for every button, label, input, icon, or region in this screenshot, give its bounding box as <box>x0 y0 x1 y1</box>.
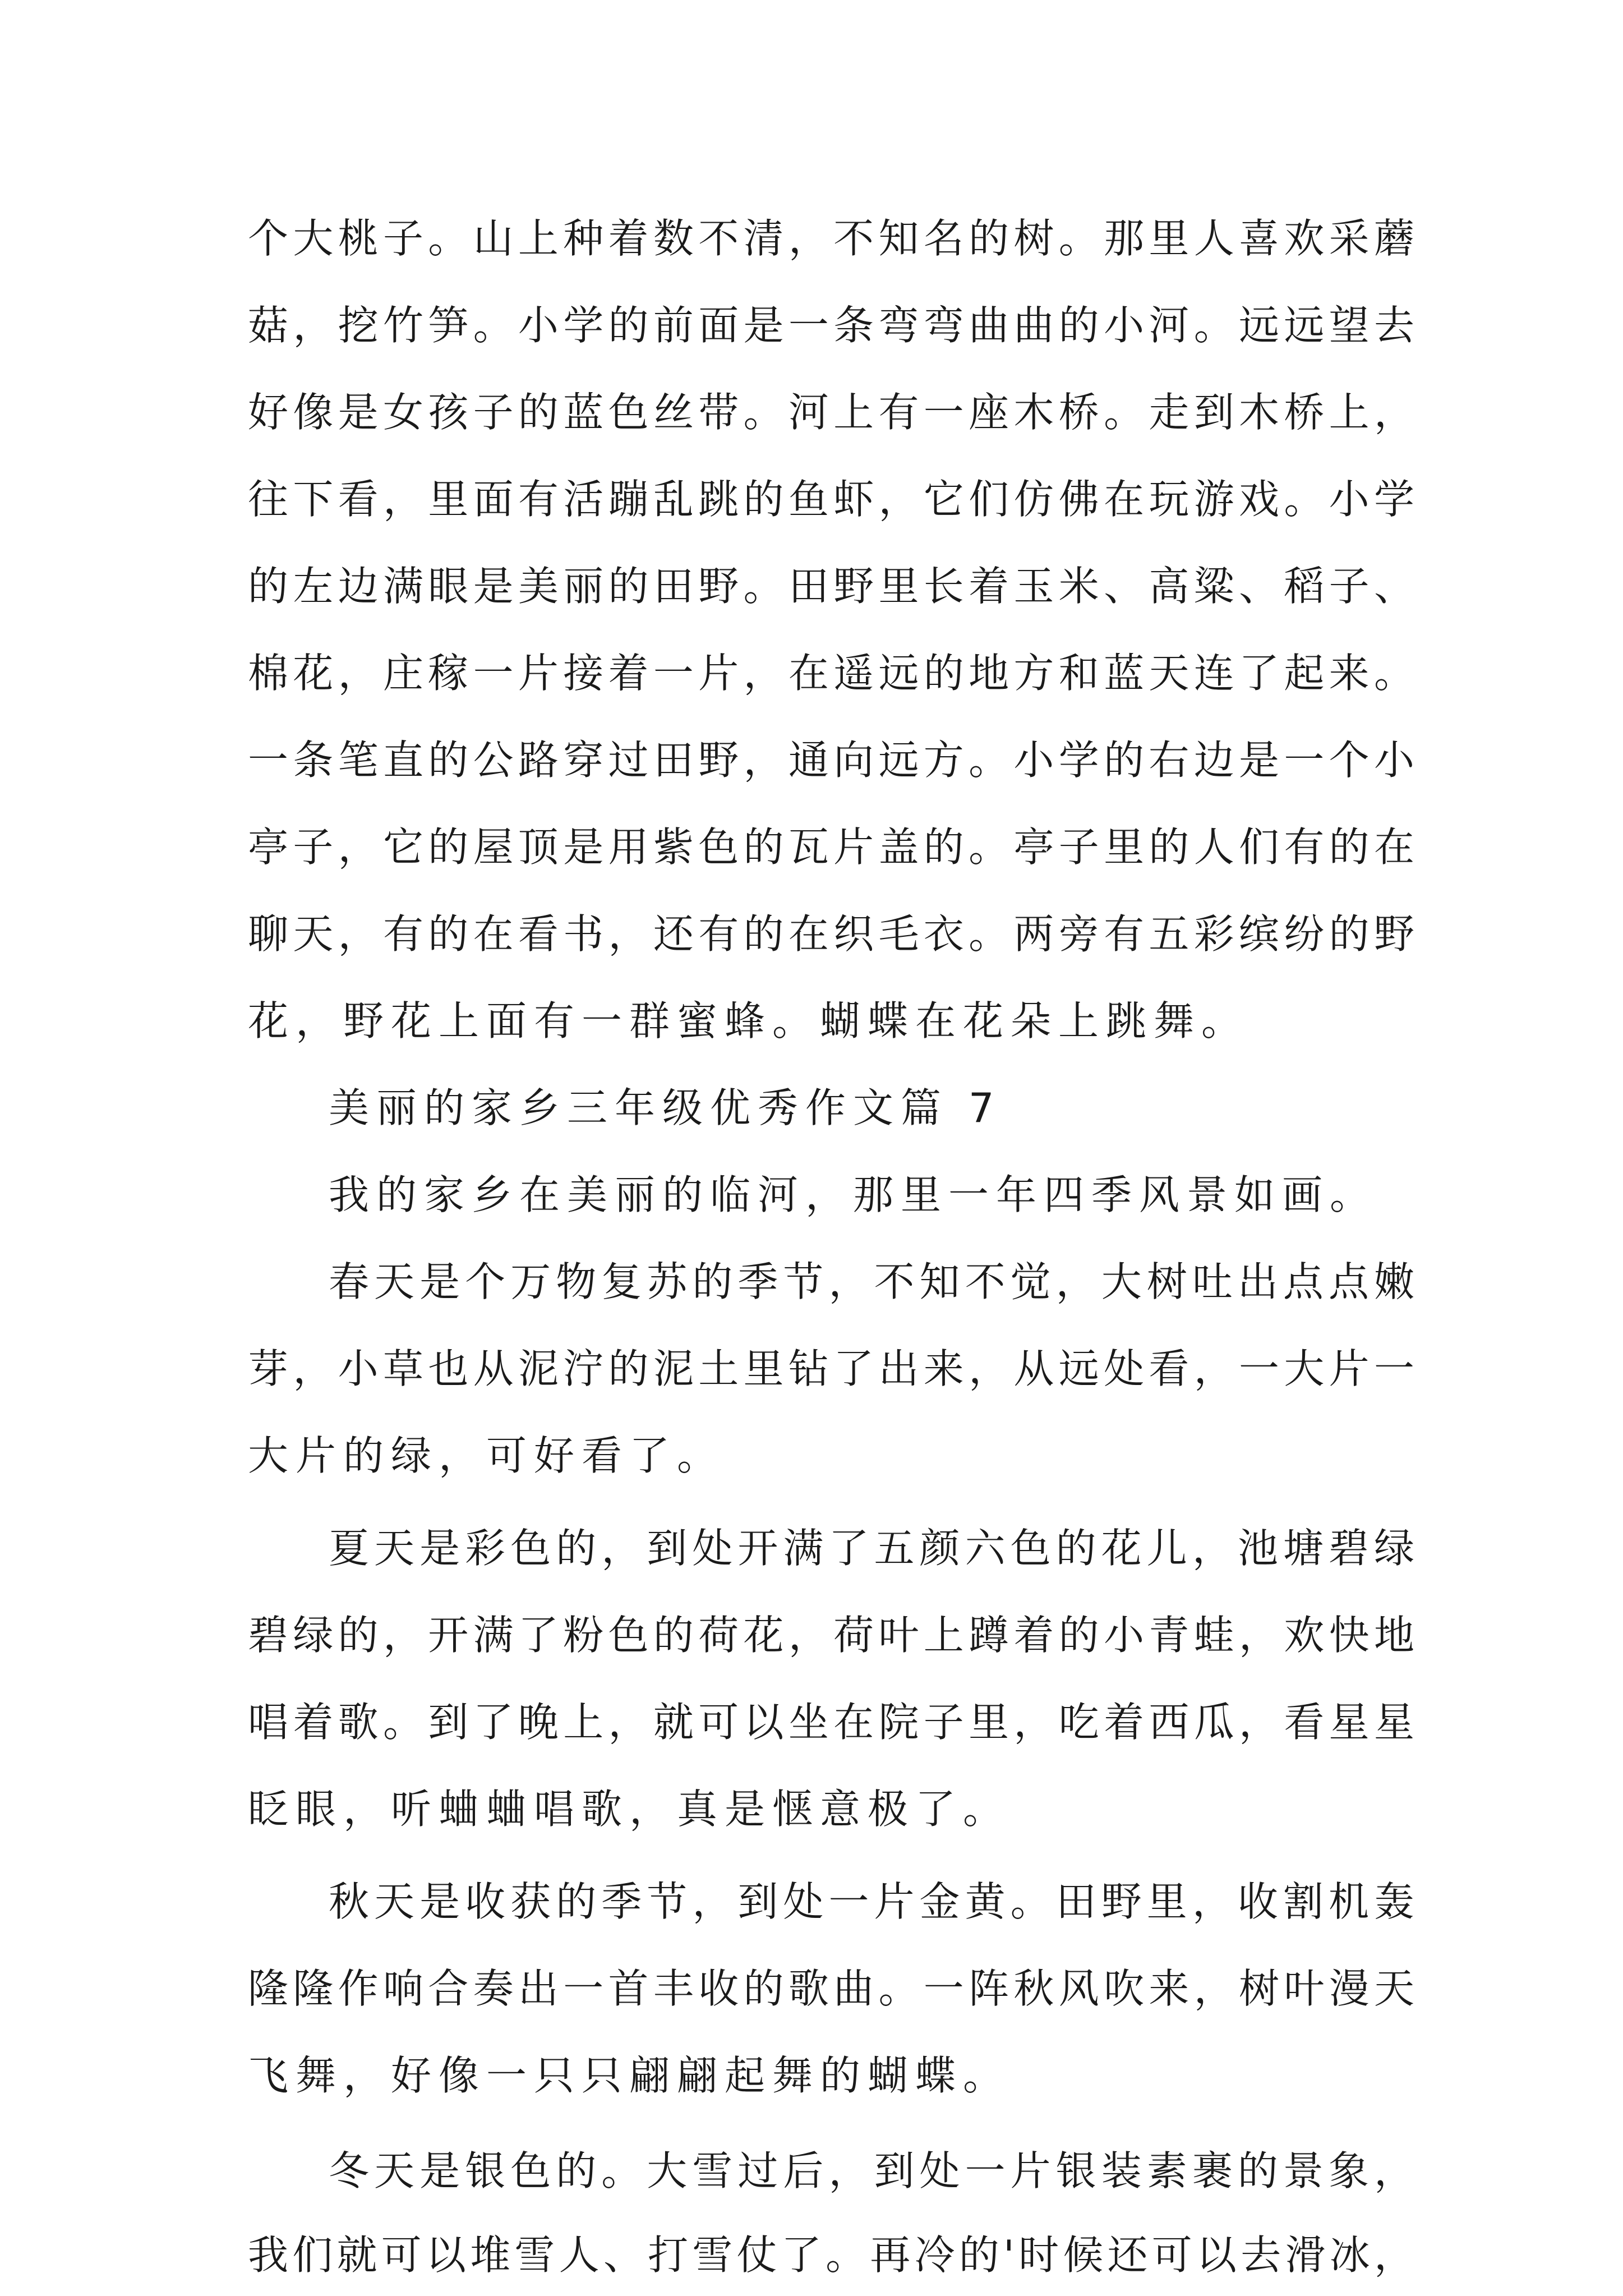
text-line: 飞舞，好像一只只翩翩起舞的蝴蝶。 <box>248 2052 1011 2099</box>
text-line: 一条笔直的公路穿过田野，通向远方。小学的右边是一个小 <box>248 737 1414 784</box>
text-line: 聊天，有的在看书，还有的在织毛衣。两旁有五彩缤纷的野 <box>248 910 1414 958</box>
text-line: 亭子，它的屋顶是用紫色的瓦片盖的。亭子里的人们有的在 <box>248 823 1414 871</box>
paragraph-line: 夏天是彩色的，到处开满了五颜六色的花儿，池塘碧绿 <box>329 1525 1414 1572</box>
text-line: 的左边满眼是美丽的田野。田野里长着玉米、高粱、稻子、 <box>248 563 1414 610</box>
text-line: 花，野花上面有一群蜜蜂。蝴蝶在花朵上跳舞。 <box>248 997 1249 1045</box>
text-line: 碧绿的，开满了粉色的荷花，荷叶上蹲着的小青蛙，欢快地 <box>248 1612 1414 1659</box>
text-line: 芽，小草也从泥泞的泥土里钻了出来，从远处看，一大片一 <box>248 1345 1414 1392</box>
section-heading: 美丽的家乡三年级优秀作文篇 7 <box>329 1084 1002 1131</box>
text-line: 菇，挖竹笋。小学的前面是一条弯弯曲曲的小河。远远望去 <box>248 302 1414 349</box>
text-line: 隆隆作响合奏出一首丰收的歌曲。一阵秋风吹来，树叶漫天 <box>248 1965 1414 2012</box>
text-line: 好像是女孩子的蓝色丝带。河上有一座木桥。走到木桥上， <box>248 389 1414 436</box>
paragraph-line: 秋天是收获的季节，到处一片金黄。田野里，收割机轰 <box>329 1878 1414 1925</box>
text-line: 唱着歌。到了晚上，就可以坐在院子里，吃着西瓜，看星星 <box>248 1699 1414 1746</box>
paragraph-line: 冬天是银色的。大雪过后，到处一片银装素裹的景象， <box>329 2147 1414 2194</box>
text-line: 个大桃子。山上种着数不清，不知名的树。那里人喜欢采蘑 <box>248 215 1414 262</box>
text-line: 大片的绿，可好看了。 <box>248 1432 725 1479</box>
paragraph-line: 我的家乡在美丽的临河，那里一年四季风景如画。 <box>329 1171 1378 1218</box>
text-line: 我们就可以堆雪人、打雪仗了。再冷的'时候还可以去滑冰， <box>248 2231 1414 2279</box>
text-line: 往下看，里面有活蹦乱跳的鱼虾，它们仿佛在玩游戏。小学 <box>248 476 1414 523</box>
paragraph-line: 春天是个万物复苏的季节，不知不觉，大树吐出点点嫩 <box>329 1258 1414 1305</box>
text-line: 棉花，庄稼一片接着一片，在遥远的地方和蓝天连了起来。 <box>248 650 1414 697</box>
text-line: 眨眼，听蛐蛐唱歌，真是惬意极了。 <box>248 1786 1011 1833</box>
